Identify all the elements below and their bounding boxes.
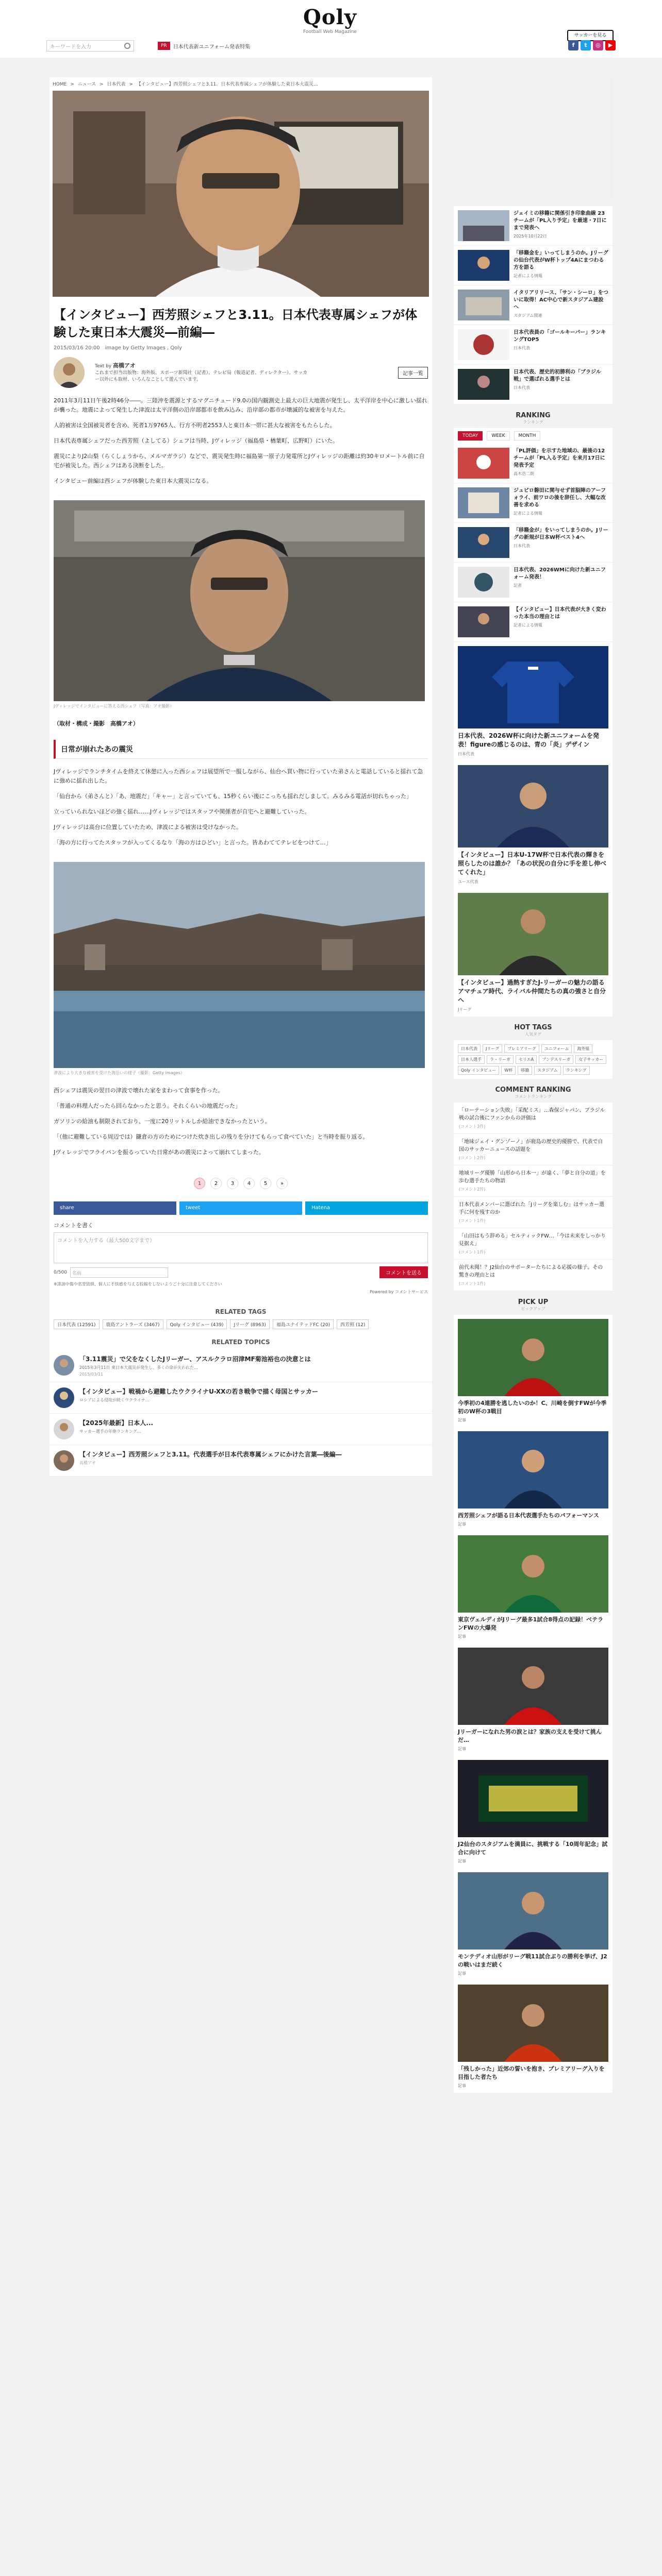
pickup-title: 「残しかった」近郊の誓いを抱き、プレミアリーグ入りを目指した者たち	[458, 2065, 605, 2080]
comment-ranking-title: 地域リーグ優勝「山形から日本一」が遠く、「夢と自分の道」を歩む選手たちの物語	[459, 1171, 606, 1184]
featured-card-sub: 日本代表	[458, 752, 474, 756]
comment-controls	[54, 1266, 428, 1278]
featured-card-title: 【インタビュー】日本U-17W杯で日本代表の輝きを照らしたのは誰か？「あの状況の自分に手を差し伸べてくれた」	[458, 851, 607, 876]
comment-ranking-subtitle: コメントランキング	[515, 1094, 552, 1099]
site-header	[0, 0, 662, 58]
featured-card-image	[458, 646, 608, 728]
page-next[interactable]: »	[276, 1178, 288, 1189]
pickup-photo	[458, 1760, 608, 1837]
watch-soccer-button[interactable]: サッカーを見る	[567, 30, 614, 41]
author-name[interactable]: 高橋アオ	[112, 362, 136, 369]
breadcrumb-japan[interactable]: 日本代表	[107, 82, 126, 87]
chef-interview-photo	[54, 500, 425, 701]
ranking-title: 「移籍金が」をいってしまうのか。Jリーグの新規が日本W杯ベスト4へ	[514, 528, 608, 540]
hero-image	[53, 91, 429, 297]
sidebar	[454, 77, 613, 2093]
tab-month[interactable]: MONTH	[514, 431, 541, 440]
pickup-sub: 記事	[458, 1971, 466, 1976]
comment-ranking-title: 前代未聞！？J2仙台のサポーターたちによる応援の様子。その驚きの理由とは	[459, 1265, 603, 1278]
ranking-item[interactable]	[454, 602, 613, 642]
paragraph: 2011年3月11日午後2時46分――。三陸沖を震源とするマグニチュード9.0の国内観測史上最大の巨大地震が発生し、太平洋岸を中心に激しい揺れが襲った。地震によって発生した津波は太平洋側の沿岸部都市を飲み込み、沿岸部の都市が壊滅的な被害を与えた。	[54, 397, 427, 413]
sidebar-article-sub: 2025年10月22日	[514, 234, 547, 239]
topic-thumbnail-image	[54, 1387, 74, 1408]
sidebar-thumb-image	[458, 250, 509, 281]
comment-ranking-item[interactable]	[454, 1260, 613, 1291]
featured-card-image	[458, 893, 608, 975]
hot-tag[interactable]: ユニフォーム	[541, 1044, 572, 1053]
youtube-icon[interactable]: ▶	[605, 40, 616, 50]
paragraph: 「（他に避難している周辺では）鎌倉の方のためにつけた炊き出しの残りを分けてもらって食べていた」と当時を振り返る。	[54, 1133, 369, 1140]
ranking-sub: 記者による情報	[514, 511, 542, 516]
comment-ranking-count: (コメント1件)	[459, 1250, 486, 1255]
pickup-item[interactable]	[454, 1756, 613, 1868]
paragraph: 震災によりJ2山梨（らくしょうから、メルマガラジ）などで、震災発生時に福島第一原子力発電所とJヴィレッジの距離は約30キロメートル前に自宅が被災した。西シェフはある決断をした。	[54, 453, 425, 469]
comment-textarea[interactable]: コメントを入力する（最大500文字まで）	[54, 1232, 428, 1263]
related-topics-heading: RELATED TOPICS	[211, 1338, 270, 1346]
hot-tag[interactable]: ラ・リーガ	[487, 1055, 514, 1064]
page-1[interactable]: 1	[194, 1178, 205, 1189]
hot-tag[interactable]: Jリーグ	[483, 1044, 502, 1053]
paragraph: 立っていられないほどの強く揺れ……Jヴィレッジではスタッフや関係者が自宅へと避難していった。	[54, 808, 310, 815]
topic-thumbnail-image	[54, 1419, 74, 1439]
article-body-3	[49, 1082, 432, 1167]
comment-ranking-count: (コメント3件)	[459, 1124, 486, 1129]
image-credit: image by Getty Images , Qoly	[105, 345, 183, 351]
sidebar-thumb-image	[458, 329, 509, 360]
tag[interactable]: 福島ユナイテッドFC (20)	[273, 1319, 334, 1329]
topic-title: 「3.11震災」で父をなくしたJリーガー、アスルクラロ沼津MF菊池裕也の決意とは	[79, 1355, 311, 1363]
featured-card-title: 【インタビュー】過熱すぎたJ-リーガーの魅力の語るアマチュア時代、ライバル仲間たちの真の強さと自分へ	[458, 979, 606, 1004]
breadcrumb-current: 【インタビュー】西芳照シェフと3.11。日本代表専属シェフが体験した東日本大震災…	[136, 82, 319, 87]
comment-ranking-item[interactable]	[454, 1228, 613, 1260]
paragraph: 西シェフは震災の翌日の津波で壊れた家をまわって食事を作った。	[54, 1087, 224, 1094]
topic-thumbnail-image	[54, 1450, 74, 1471]
pickup-photo	[458, 1431, 608, 1509]
search-input[interactable]	[46, 40, 134, 52]
author-avatar[interactable]	[54, 357, 85, 388]
interview-photo-caption: Jヴィレッジでインタビューに答える西シェフ（写真：アオ撮影）	[54, 704, 174, 708]
pagination	[49, 1167, 432, 1199]
ranking-thumb-image	[458, 567, 509, 598]
pickup-sub: 記事	[458, 1859, 466, 1863]
share-buttons	[49, 1199, 432, 1217]
comment-ranking-title: 「ローテーション失敗」「采配ミス」…森保ジャパン、ブラジル戦の試合後にファンからの評価は	[459, 1108, 605, 1121]
pickup-photo	[458, 1319, 608, 1396]
sidebar-top-list	[454, 206, 613, 404]
pickup-title: 今季初の4連勝を逃したいのか！C、川崎を倒すFWが今季初のW杯の3戦目	[458, 1400, 607, 1415]
comment-ranking-count: (コメント2件)	[459, 1187, 486, 1192]
hot-tag[interactable]: 女子サッカー	[575, 1055, 606, 1064]
hot-tag[interactable]: ブンデスリーガ	[539, 1055, 573, 1064]
sidebar-article[interactable]	[454, 285, 613, 325]
pickup-photo	[458, 1985, 608, 2062]
topic-thumbnail	[54, 1355, 74, 1376]
paragraph: ガソリンの給油も制限されており、一度に20リットルしか給油できなかったという。	[54, 1118, 271, 1125]
hot-tags-subtitle: 人気タグ	[525, 1032, 541, 1037]
pickup-photo	[458, 1535, 608, 1613]
author-label: Text by	[95, 363, 112, 369]
featured-card-sub: ユース代表	[458, 879, 478, 884]
paragraph: Jヴィレッジでフライパンを振るっていた日常があの震災によって崩れてしまった。	[54, 1149, 264, 1156]
comment-form	[49, 1217, 432, 1299]
paragraph: 「普通の料理人だったら回らなかったと思う。それくらいの地震だった」	[54, 1103, 241, 1109]
hot-tag[interactable]: 海外組	[574, 1044, 592, 1053]
comment-ranking-title: 「地味ジェイ・グンゾーノ」が鹿島の歴史的優勝で、代表で自国のサッカーニュースの話題を	[459, 1139, 603, 1153]
ranking-thumb	[458, 606, 509, 637]
pickup-sub: 記事	[458, 2083, 466, 2088]
ranking-subtitle: ランキング	[523, 420, 543, 425]
sidebar-article[interactable]	[454, 365, 613, 404]
pickup-title: J2仙台のスタジアムを満員に、挑戦する「10周年記念」試合に向けて	[458, 1841, 608, 1856]
comment-ranking-heading	[454, 1079, 613, 1103]
topic-author: 高橋アオ	[79, 1461, 96, 1465]
sidebar-article-title: ジェイミの移籍に関係引き印象曲線 23チームが「PL入り予定」を最速・7日にまで発表へ	[514, 211, 607, 231]
paragraph: 「仙台から（弟さんと）「あ、地震だ」「キャー」と言っていても、15秒くらい後にこっちも揺れだしまして。みるみる電話が切れちゃった」	[54, 793, 412, 800]
site-logo[interactable]	[289, 5, 371, 35]
comment-ranking-item[interactable]	[454, 1103, 613, 1134]
comment-ranking-list	[454, 1103, 613, 1291]
topic-thumbnail	[54, 1387, 74, 1408]
tag[interactable]: Jリーグ (8963)	[230, 1319, 269, 1329]
search-placeholder: キーワードを入力	[50, 44, 91, 50]
related-tags-heading: RELATED TAGS	[215, 1308, 267, 1315]
sidebar-banner[interactable]	[454, 77, 613, 201]
article-title: 【インタビュー】西芳照シェフと3.11。日本代表専属シェフが体験した東日本大震災―前編―	[54, 308, 418, 340]
header-toolbar	[46, 39, 616, 53]
pickup-title: PICK UP	[518, 1298, 549, 1306]
player-image	[458, 765, 608, 848]
sidebar-article[interactable]	[454, 206, 613, 246]
featured-card-sub: Jリーグ	[458, 1007, 472, 1012]
hot-tag[interactable]: W杯	[501, 1066, 516, 1075]
author-info	[95, 362, 311, 383]
paragraph: 人的被害は全国被災者を含め、死者1万9765人、行方不明者2553人と東日本一帯に甚大な被害をもたらした。	[54, 422, 336, 429]
pickup-item[interactable]	[454, 1315, 613, 1427]
pickup-sub: 記事	[458, 1747, 466, 1751]
tab-week[interactable]: WEEK	[487, 431, 509, 440]
topic-thumbnail	[54, 1450, 74, 1471]
credit-line: （取材・構成・撮影 高橋アオ）	[54, 720, 139, 727]
ranking-thumb	[458, 527, 509, 558]
breadcrumb-sep: >	[70, 82, 74, 87]
author-box	[49, 353, 432, 392]
ranking-thumb	[458, 567, 509, 598]
ranking-thumb-image	[458, 448, 509, 479]
comment-ranking-title: COMMENT RANKING	[495, 1086, 571, 1094]
ranking-title: RANKING	[516, 412, 551, 419]
sidebar-article-sub: 日本代表	[514, 346, 530, 350]
topic-summary: 2015年3月11日 東日本大震災が発生し、多くの命が失われた…	[79, 1365, 198, 1370]
article-body-1	[49, 392, 432, 496]
sidebar-thumb-image	[458, 369, 509, 400]
sidebar-thumb	[458, 329, 509, 360]
related-topics-list	[49, 1350, 432, 1477]
hot-tag[interactable]: ランキング	[563, 1066, 590, 1075]
twitter-icon[interactable]: t	[581, 40, 591, 50]
hatena-share-button[interactable]: Hatena	[305, 1201, 428, 1215]
social-links	[568, 40, 616, 50]
pickup-sub: 記事	[458, 1634, 466, 1639]
pickup-image	[458, 1319, 608, 1396]
topic-date: 2015/03/11	[79, 1372, 104, 1377]
tsunami-damage-photo	[54, 862, 425, 1068]
pickup-image	[458, 1985, 608, 2062]
comment-ranking-item[interactable]	[454, 1134, 613, 1165]
topic-summary: ロシアによる侵攻が続くウクライナ…	[79, 1398, 150, 1402]
pickup-image	[458, 1760, 608, 1837]
pickup-sub: 記事	[458, 1522, 466, 1527]
pickup-photo	[458, 1648, 608, 1725]
sidebar-banner-image	[454, 77, 613, 201]
ranking-thumb	[458, 487, 509, 518]
comment-ranking-title: 日本代表メンバーに選ばれた「Jリーグを楽しむ」はサッカー選手に何を残すのか	[459, 1202, 605, 1215]
topic-title: 【インタビュー】戦禍から避難したウクライナU-XXの若き戦争で描く母国とサッカー	[79, 1388, 319, 1395]
sidebar-article-sub: スタジアム関連	[514, 313, 542, 318]
pickup-image	[458, 1431, 608, 1509]
hot-tag[interactable]: Qoly インタビュー	[458, 1066, 499, 1075]
logo-subtitle: Football Web Magazine	[303, 29, 357, 35]
sidebar-article-sub: 記者による情報	[514, 274, 542, 278]
page-3[interactable]: 3	[227, 1178, 238, 1189]
ranking-item[interactable]	[454, 563, 613, 602]
comment-counter: 0/500	[54, 1269, 67, 1275]
ranking-sub: 日本代表	[514, 544, 530, 548]
facebook-share-button[interactable]: share	[54, 1201, 176, 1215]
comment-powered-by: Powered by コメントサービス	[370, 1290, 428, 1294]
sidebar-thumb	[458, 290, 509, 320]
pickup-subtitle: ピックアップ	[521, 1307, 545, 1311]
player-image	[458, 893, 608, 975]
comment-name-input[interactable]: 名前	[70, 1267, 168, 1278]
sidebar-article[interactable]	[454, 246, 613, 285]
hot-tags	[454, 1040, 613, 1079]
breadcrumb-sep: >	[100, 82, 104, 87]
pickup-photo	[458, 1872, 608, 1950]
featured-card[interactable]	[454, 642, 613, 761]
related-topic-item[interactable]	[49, 1350, 432, 1382]
tag[interactable]: Qoly インタビュー (439)	[167, 1319, 227, 1329]
breadcrumb-sep: >	[129, 82, 133, 87]
interview-photo	[54, 500, 428, 711]
hot-tags-heading	[454, 1016, 613, 1040]
hot-tag[interactable]: 日本人選手	[458, 1055, 485, 1064]
comment-submit-button[interactable]: コメントを送る	[379, 1266, 428, 1278]
ranking-item[interactable]	[454, 483, 613, 523]
ranking-thumb-image	[458, 487, 509, 518]
article-main	[49, 77, 432, 1477]
related-topic-item[interactable]	[49, 1414, 432, 1445]
paragraph: 「海の方に行ってたスタッフが入ってくるなり「海の方はひどい」と言った。皆あわててテレビをつけて…」	[54, 839, 332, 846]
ranking-thumb-image	[458, 606, 509, 637]
hot-tag[interactable]: 日本代表	[458, 1044, 481, 1053]
page-2[interactable]: 2	[210, 1178, 222, 1189]
comment-ranking-item[interactable]	[454, 1165, 613, 1197]
ranking-thumb-image	[458, 527, 509, 558]
disaster-photo	[54, 862, 428, 1078]
topic-thumbnail	[54, 1419, 74, 1439]
featured-card-title: 日本代表、2026W杯に向けた新ユニフォームを発表！figureの感じるのは、青の「炎」デザイン	[458, 732, 600, 748]
author-avatar-image	[54, 357, 85, 388]
publish-date: 2015/03/16 20:00	[54, 345, 100, 351]
comment-label: コメントを書く	[54, 1222, 93, 1229]
twitter-share-button[interactable]: tweet	[179, 1201, 302, 1215]
pickup-item[interactable]	[454, 1868, 613, 1980]
sidebar-thumb	[458, 210, 509, 241]
sidebar-article[interactable]	[454, 325, 613, 365]
page-4[interactable]: 4	[243, 1178, 255, 1189]
pr-link[interactable]: 日本代表新ユニフォーム発表特集	[173, 44, 251, 50]
sidebar-article-title: 日本代表、歴史的初勝利の「ブラジル戦」で選ばれる選手とは	[514, 369, 601, 382]
topic-title: 【2025年最新】日本人...	[79, 1419, 154, 1427]
ranking-list	[454, 444, 613, 642]
pickup-image	[458, 1648, 608, 1725]
comment-ranking-count: (コメント2件)	[459, 1156, 486, 1160]
pickup-title: 西芳照シェフが語る日本代表選手たちのパフォーマンス	[458, 1512, 599, 1519]
pickup-item[interactable]	[454, 1643, 613, 1756]
disaster-photo-caption: 津波により大きな被害を受けた海沿いの様子（撮影：Getty Images）	[54, 1071, 185, 1075]
pickup-item[interactable]	[454, 1427, 613, 1531]
comment-note: ※誹謗中傷や名誉毀損、個人に不快感を与える投稿をしないようご十分に注意してください	[54, 1282, 222, 1286]
instagram-icon[interactable]: ◎	[593, 40, 603, 50]
tab-today[interactable]: TODAY	[458, 431, 483, 440]
comment-ranking-item[interactable]	[454, 1197, 613, 1228]
ranking-title: 【インタビュー】日本代表が大きく変わった本当の理由とは	[514, 607, 606, 620]
tag[interactable]: 日本代表 (12591)	[54, 1319, 100, 1329]
related-topic-item[interactable]	[49, 1445, 432, 1477]
ranking-tabs	[454, 428, 613, 444]
pickup-heading	[454, 1291, 613, 1315]
sidebar-article-title: 「移籍金を」いってしまうのか。Jリーグの仙台代表がW杯トップ4Aにまつわる方を語る	[514, 250, 608, 270]
chef-portrait-photo	[53, 91, 429, 297]
related-topic-item[interactable]	[49, 1382, 432, 1414]
sidebar-thumb-image	[458, 210, 509, 241]
hot-tag[interactable]: セリエA	[516, 1055, 537, 1064]
breadcrumb	[49, 77, 432, 91]
hot-tag[interactable]: プレミアリーグ	[504, 1044, 539, 1053]
ranking-item[interactable]	[454, 444, 613, 483]
ranking-title: 「PL評価」を示すた地域の、最後の12チームが「PL入る予定」を来月17日に発表予定	[514, 448, 605, 468]
pickup-title: モンテディオ山形がリーグ戦11試合ぶりの勝利を挙げ、J2の戦いはまだ続く	[458, 1953, 607, 1968]
paragraph: 日本代表専属シェフだった西芳照（よしてる）シェフは当時、Jヴィレッジ（福島県・楢葉町、広野町）にいた。	[54, 437, 339, 444]
pickup-image	[458, 1872, 608, 1950]
hero-caption	[49, 297, 432, 301]
hot-tag[interactable]: 移籍	[518, 1066, 532, 1075]
pickup-image	[458, 1535, 608, 1613]
pickup-title: Jリーガーになれた男の涙とは？家族の支えを受けて挑んだ…	[458, 1728, 602, 1743]
comment-ranking-count: (コメント1件)	[459, 1218, 486, 1223]
topic-title: 【インタビュー】西芳照シェフと3.11。代表選手が日本代表専属シェフにかけた言葉―後編―	[79, 1451, 342, 1458]
author-articles-button[interactable]: 記事一覧	[398, 367, 428, 379]
ranking-sub: 記者	[514, 583, 522, 588]
topic-summary: サッカー選手の年俸ランキング…	[79, 1429, 141, 1434]
featured-card-image	[458, 765, 608, 848]
tag[interactable]: 鹿島アントラーズ (3467)	[103, 1319, 163, 1329]
featured-card[interactable]	[454, 889, 613, 1016]
paragraph: Jヴィレッジは高台に位置していたため、津波による被害は受けなかった。	[54, 824, 242, 831]
ranking-title: 日本代表、2026WMに向けた新ユニフォーム発表！	[514, 567, 606, 580]
facebook-icon[interactable]: f	[568, 40, 578, 50]
sidebar-article-sub: 日本代表	[514, 385, 530, 390]
uniform-image	[458, 646, 608, 728]
article-meta	[49, 343, 432, 353]
ranking-sub: 記者による情報	[514, 623, 542, 628]
section-title: 日常が崩れたあの震災	[54, 740, 428, 759]
logo-wordmark: Qoly	[303, 5, 357, 29]
ranking-item[interactable]	[454, 523, 613, 563]
page-5[interactable]: 5	[260, 1178, 271, 1189]
sidebar-thumb-image	[458, 290, 509, 320]
pickup-item[interactable]	[454, 1980, 613, 2093]
author-bio: これまで担当出版物：海外版、スポーツ新聞社（記者）、テレビ局（報道記者、ディレクター）。サッカー以外にも取材、いろんなことして遊んでいます。	[95, 370, 308, 382]
paragraph: インタビュー前編は西シェフが体験した東日本大震災になる。	[54, 478, 212, 484]
pickup-list	[454, 1315, 613, 2093]
featured-card[interactable]	[454, 761, 613, 889]
related-tags	[49, 1319, 432, 1329]
sidebar-thumb	[458, 250, 509, 281]
ranking-title: ジュビロ磐田に関与せず首脳陣のアーフォライ、前ワロの後を辞任し、大幅な改善を求める	[514, 488, 606, 508]
tag[interactable]: 西芳照 (12)	[337, 1319, 369, 1329]
sidebar-article-title: イタリアリリース、「サン・シーロ」をついに取得！AC中心で新スタジアム建設へ	[514, 290, 608, 310]
sidebar-thumb	[458, 369, 509, 400]
hot-tag[interactable]: スタジアム	[534, 1066, 560, 1075]
breadcrumb-home[interactable]: HOME	[53, 82, 67, 87]
pickup-item[interactable]	[454, 1531, 613, 1643]
pickup-title: 東京ヴェルディがJリーグ最多1試合8得点の記録！ベテランFWの大爆発	[458, 1616, 604, 1631]
paragraph: Jヴィレッジでランチタイムを終えて休憩に入った西シェフは展望所で一服しながら、仙台へ買い物に行っていた弟さんと電話していると揺れて急に強めに揺れ出した。	[54, 768, 423, 784]
pr-badge: PR	[158, 42, 170, 50]
breadcrumb-news[interactable]: ニュース	[77, 82, 96, 87]
sidebar-article-title: 日本代表員の「ゴールキーパー」ランキングTOP5	[514, 330, 606, 343]
ranking-thumb	[458, 448, 509, 479]
topic-thumbnail-image	[54, 1355, 74, 1376]
search-icon[interactable]	[124, 43, 130, 49]
ranking-sub: 高木浩二朗	[514, 471, 534, 476]
comment-ranking-title: 「山田はもう辞める」セルティックFW…「今は未来をしっかり見据え」	[459, 1233, 606, 1247]
comment-ranking-count: (コメント1件)	[459, 1281, 486, 1286]
pickup-sub: 記事	[458, 1418, 466, 1422]
article-body-2	[49, 763, 432, 858]
ranking-heading	[454, 404, 613, 428]
hot-tags-title: HOT TAGS	[514, 1024, 552, 1031]
